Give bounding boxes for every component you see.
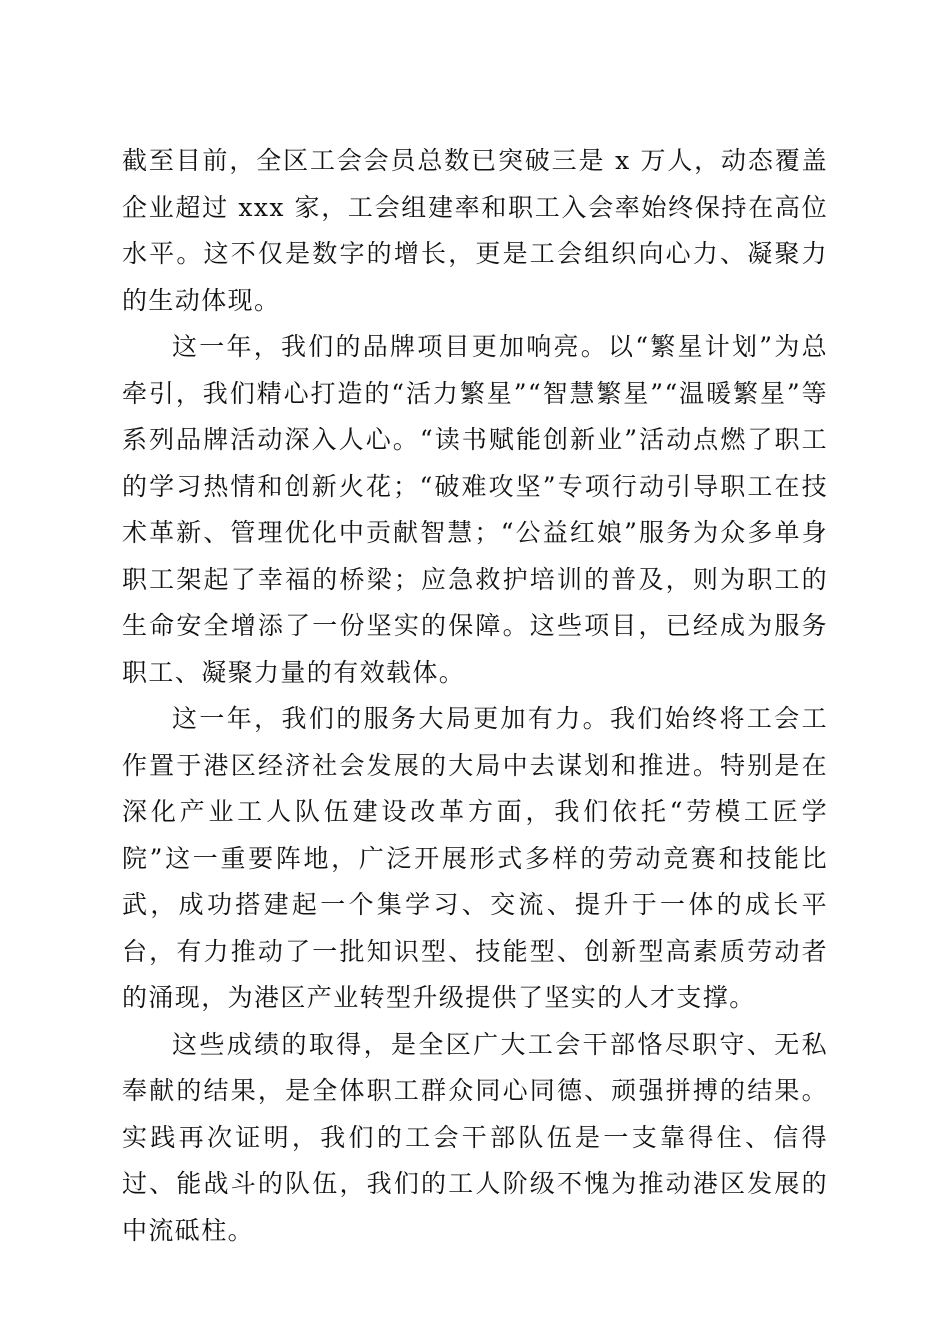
paragraph-achievements: 这些成绩的取得，是全区广大工会干部恪尽职守、无私奉献的结果，是全体职工群众同心同德、顽强拼搏的结果。实践再次证明，我们的工会干部队伍是一支靠得住、信得过、能战斗的队伍，我们的工人阶级不愧为推动港区发展的中流砥柱。 <box>122 1029 828 1245</box>
document-body <box>122 138 828 1254</box>
paragraph-serving-overall: 这一年，我们的服务大局更加有力。我们始终将工会工作置于港区经济社会发展的大局中去谋划和推进。特别是在深化产业工人队伍建设改革方面，我们依托“劳模工匠学院”这一重要阵地，广泛开展形式多样的劳动竞赛和技能比武，成功搭建起一个集学习、交流、提升于一体的成长平台，有力推动了一批知识型、技能型、创新型高素质劳动者的涌现，为港区产业转型升级提供了坚实的人才支撑。 <box>122 704 828 1012</box>
paragraph-membership-stats: 截至目前，全区工会会员总数已突破三是 x 万人，动态覆盖企业超过 xxx 家，工会组建率和职工入会率始终保持在高位水平。这不仅是数字的增长，更是工会组织向心力、凝聚力的生动体现。 <box>122 146 828 315</box>
paragraph-brand-projects: 这一年，我们的品牌项目更加响亮。以“繁星计划”为总牵引，我们精心打造的“活力繁星”“智慧繁星”“温暖繁星”等系列品牌活动深入人心。“读书赋能创新业”活动点燃了职工的学习热情和创新火花；“破难攻坚”专项行动引导职工在技术革新、管理优化中贡献智慧；“公益红娘”服务为众多单身职工架起了幸福的桥梁；应急救护培训的普及，则为职工的生命安全增添了一份坚实的保障。这些项目，已经成为服务职工、凝聚力量的有效载体。 <box>122 332 828 687</box>
